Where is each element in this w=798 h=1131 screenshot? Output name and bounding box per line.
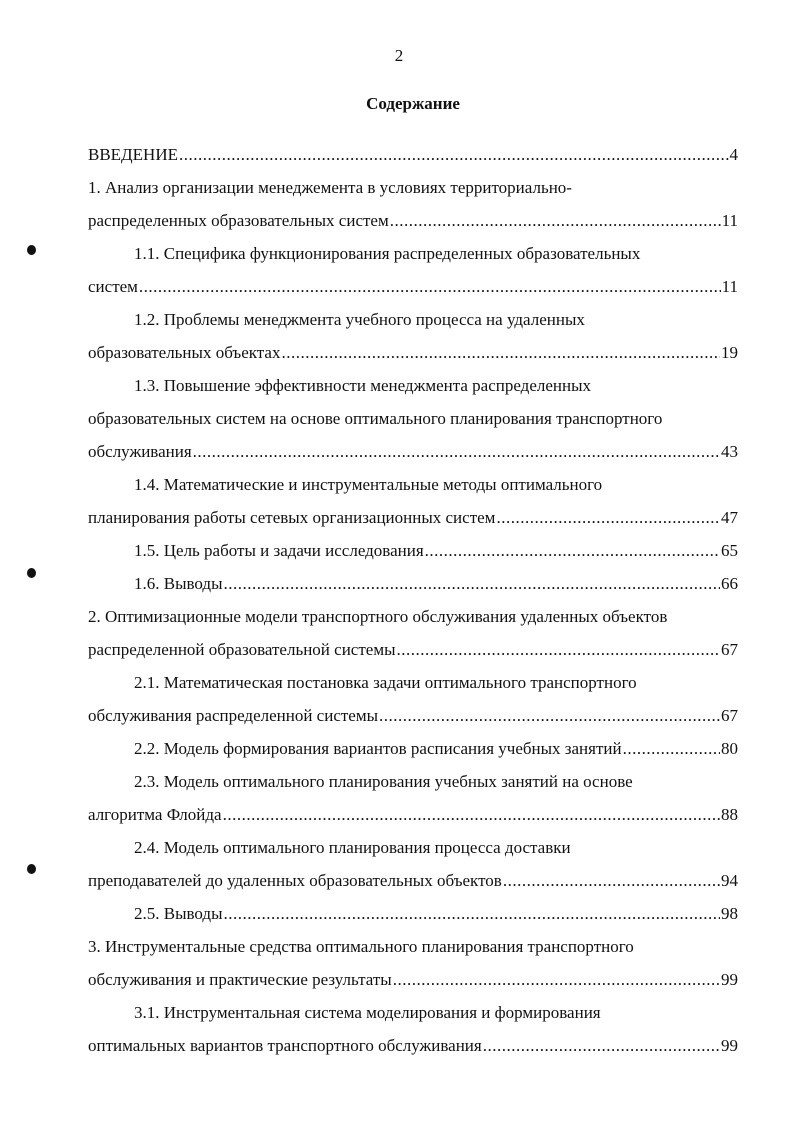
toc-entry-text: преподавателей до удаленных образовательных объектов xyxy=(88,871,502,890)
toc-page-number: 88 xyxy=(721,805,738,824)
margin-dot-mark xyxy=(27,245,36,255)
toc-entry-text: обслуживания распределенной системы xyxy=(88,706,379,725)
margin-dot-mark xyxy=(27,864,36,874)
toc-page-number: 47 xyxy=(721,508,738,527)
toc-entry-line xyxy=(88,336,738,369)
toc-entry-text: ВВЕДЕНИЕ xyxy=(88,145,178,164)
toc-entry[interactable] xyxy=(88,303,738,369)
toc-entry-line: 3.1. Инструментальная система моделирования и формирования xyxy=(134,1003,601,1022)
toc-page-number: 98 xyxy=(721,904,738,923)
table-of-contents xyxy=(88,138,738,1062)
toc-entry-line xyxy=(88,204,738,237)
toc-entry-text: систем xyxy=(88,277,138,296)
dot-leader xyxy=(224,567,720,600)
toc-entry[interactable] xyxy=(88,765,738,831)
dot-leader xyxy=(139,270,721,303)
toc-entry[interactable] xyxy=(88,534,738,567)
dot-leader xyxy=(179,138,729,171)
toc-entry-line xyxy=(88,501,738,534)
toc-entry-text: распределенных образовательных систем xyxy=(88,211,389,230)
toc-entry[interactable] xyxy=(88,666,738,732)
toc-entry-line xyxy=(88,699,738,732)
dot-leader xyxy=(496,501,720,534)
toc-page-number: 80 xyxy=(721,739,738,758)
toc-page-number: 19 xyxy=(721,343,738,362)
toc-page-number: 11 xyxy=(721,277,738,296)
toc-entry-line xyxy=(88,798,738,831)
dot-leader xyxy=(193,435,720,468)
toc-page-number: 67 xyxy=(721,640,738,659)
toc-page-number: 43 xyxy=(721,442,738,461)
toc-entry[interactable] xyxy=(88,138,738,171)
dot-leader xyxy=(223,798,720,831)
toc-entry-text: обслуживания xyxy=(88,442,192,461)
page-number: 2 xyxy=(394,46,404,65)
toc-entry-line: 1. Анализ организации менеджемента в условиях территориально- xyxy=(88,178,572,197)
toc-entry-line: 2. Оптимизационные модели транспортного обслуживания удаленных объектов xyxy=(88,607,668,626)
toc-entry-line xyxy=(88,633,738,666)
toc-entry-line: 1.3. Повышение эффективности менеджмента распределенных xyxy=(134,376,592,395)
toc-entry-text: распределенной образовательной системы xyxy=(88,640,396,659)
page-title: Содержание xyxy=(366,94,460,113)
toc-entry[interactable] xyxy=(88,897,738,930)
dot-leader xyxy=(390,204,721,237)
toc-page-number: 65 xyxy=(721,541,738,560)
toc-entry-line xyxy=(88,435,738,468)
toc-entry-line: 2.4. Модель оптимального планирования процесса доставки xyxy=(134,838,571,857)
toc-page-number: 67 xyxy=(721,706,738,725)
toc-entry-line xyxy=(88,1029,738,1062)
toc-entry-line: 1.1. Специфика функционирования распределенных образовательных xyxy=(134,244,641,263)
toc-entry-line: 1.4. Математические и инструментальные методы оптимального xyxy=(134,475,603,494)
toc-entry-text: 1.6. Выводы xyxy=(134,574,223,593)
toc-entry-line xyxy=(88,534,738,567)
toc-entry[interactable] xyxy=(88,600,738,666)
dot-leader xyxy=(503,864,720,897)
toc-page-number: 99 xyxy=(721,970,738,989)
toc-entry-line xyxy=(88,864,738,897)
toc-entry-text: 2.2. Модель формирования вариантов расписания учебных занятий xyxy=(134,739,622,758)
toc-entry-line: образовательных систем на основе оптимального планирования транспортного xyxy=(88,409,663,428)
toc-page-number: 66 xyxy=(721,574,738,593)
toc-entry-text: обслуживания и практические результаты xyxy=(88,970,392,989)
dot-leader xyxy=(281,336,720,369)
toc-entry[interactable] xyxy=(88,732,738,765)
toc-entry-line: 2.3. Модель оптимального планирования учебных занятий на основе xyxy=(134,772,633,791)
dot-leader xyxy=(224,897,720,930)
dot-leader xyxy=(425,534,720,567)
toc-entry-line: 2.1. Математическая постановка задачи оптимального транспортного xyxy=(134,673,637,692)
toc-entry[interactable] xyxy=(88,831,738,897)
toc-entry[interactable] xyxy=(88,567,738,600)
toc-entry[interactable] xyxy=(88,996,738,1062)
toc-entry[interactable] xyxy=(88,369,738,468)
dot-leader xyxy=(379,699,720,732)
toc-entry-text: оптимальных вариантов транспортного обслуживания xyxy=(88,1036,482,1055)
toc-page-number: 11 xyxy=(721,211,738,230)
toc-entry-line xyxy=(88,270,738,303)
dot-leader xyxy=(393,963,720,996)
toc-entry-line xyxy=(88,567,738,600)
dot-leader xyxy=(483,1029,720,1062)
toc-entry-text: алгоритма Флойда xyxy=(88,805,222,824)
toc-entry-text: 2.5. Выводы xyxy=(134,904,223,923)
toc-entry-line xyxy=(88,138,738,171)
toc-entry-line xyxy=(88,963,738,996)
dot-leader xyxy=(623,732,720,765)
margin-dot-mark xyxy=(27,568,36,578)
toc-entry-text: планирования работы сетевых организационных систем xyxy=(88,508,496,527)
toc-entry-text: образовательных объектах xyxy=(88,343,281,362)
dot-leader xyxy=(397,633,721,666)
toc-page-number: 94 xyxy=(721,871,738,890)
toc-entry[interactable] xyxy=(88,930,738,996)
toc-entry-line: 1.2. Проблемы менеджмента учебного процесса на удаленных xyxy=(134,310,585,329)
toc-entry-line xyxy=(88,732,738,765)
toc-entry[interactable] xyxy=(88,237,738,303)
toc-entry-text: 1.5. Цель работы и задачи исследования xyxy=(134,541,424,560)
toc-entry-line xyxy=(88,897,738,930)
toc-entry[interactable] xyxy=(88,468,738,534)
toc-page-number: 4 xyxy=(729,145,738,164)
toc-entry-line: 3. Инструментальные средства оптимального планирования транспортного xyxy=(88,937,634,956)
toc-page-number: 99 xyxy=(721,1036,738,1055)
toc-entry[interactable] xyxy=(88,171,738,237)
